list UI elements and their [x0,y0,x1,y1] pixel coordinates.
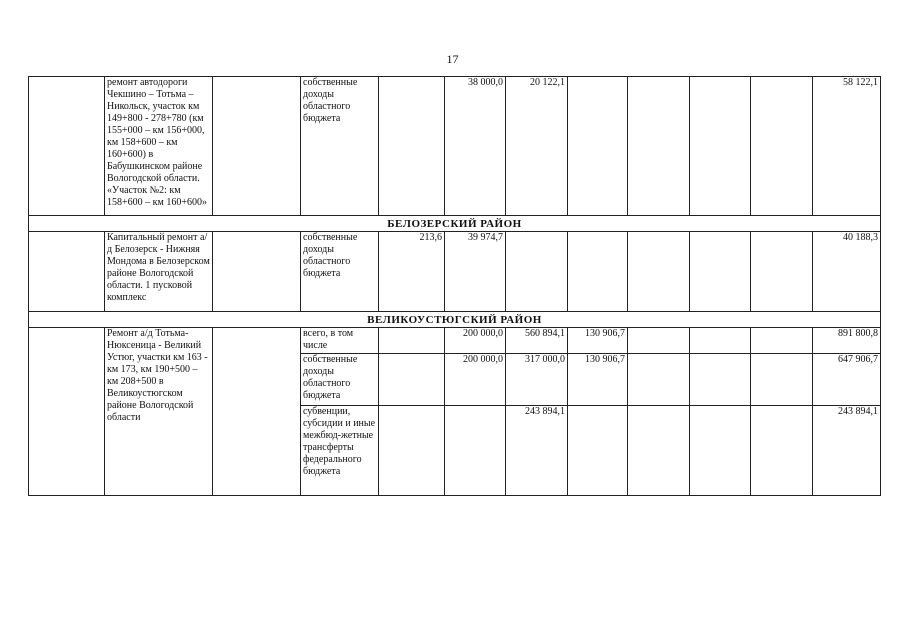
year6-cell [690,406,751,496]
funding-source-cell: собственные доходы областного бюджета [301,354,379,406]
year4-cell [568,232,628,312]
year6-cell [690,77,751,216]
year6-cell [690,328,751,354]
year7-cell [751,77,813,216]
empty-cell [213,328,301,496]
year1-cell [379,77,445,216]
year2-cell: 200 000,0 [445,328,506,354]
year1-cell [379,406,445,496]
funding-source-cell: собственные доходы областного бюджета [301,232,379,312]
total-cell: 891 800,8 [813,328,881,354]
year6-cell [690,232,751,312]
table-row [29,232,881,312]
year2-cell: 200 000,0 [445,354,506,406]
funding-source-cell: собственные доходы областного бюджета [301,77,379,216]
empty-cell [213,232,301,312]
total-cell: 243 894,1 [813,406,881,496]
object-name-cell: Капитальный ремонт а/д Белозерск - Нижняя Мондома в Белозерском районе Вологодской области. 1 пусковой комплекс [105,232,213,312]
year7-cell [751,406,813,496]
year7-cell [751,328,813,354]
year2-cell [445,406,506,496]
year5-cell [628,406,690,496]
object-name-cell: ремонт автодороги Чекшино – Тотьма – Никольск, участок км 149+800 - 278+780 (км 155+000 – км 156+000, км 158+600 – км 160+600) в Бабушкинском районе Вологодской области. «Участок №2: км 158+600 – км 160+600» [105,77,213,216]
total-cell: 58 122,1 [813,77,881,216]
year1-cell [379,354,445,406]
total-cell: 40 188,3 [813,232,881,312]
year5-cell [628,328,690,354]
cell-empty [29,232,105,312]
district-header-row [29,312,881,328]
table-row [29,77,881,216]
year2-cell: 38 000,0 [445,77,506,216]
year6-cell [690,354,751,406]
year3-cell: 560 894,1 [506,328,568,354]
district-title: БЕЛОЗЕРСКИЙ РАЙОН [29,216,881,232]
year1-cell [379,328,445,354]
year3-cell: 317 000,0 [506,354,568,406]
year3-cell: 20 122,1 [506,77,568,216]
year5-cell [628,77,690,216]
year3-cell: 243 894,1 [506,406,568,496]
year5-cell [628,354,690,406]
year7-cell [751,232,813,312]
year4-cell [568,406,628,496]
year4-cell: 130 906,7 [568,328,628,354]
cell-empty [29,77,105,216]
district-title: ВЕЛИКОУСТЮГСКИЙ РАЙОН [29,312,881,328]
year7-cell [751,354,813,406]
funding-source-cell: субвенции, субсидии и иные межбюд-жетные трансферты федерального бюджета [301,406,379,496]
year3-cell [506,232,568,312]
year4-cell [568,77,628,216]
empty-cell [213,77,301,216]
table-row [29,328,881,354]
cell-empty [29,328,105,496]
page-number: 17 [446,52,459,66]
year4-cell: 130 906,7 [568,354,628,406]
district-header-row [29,216,881,232]
object-name-cell: Ремонт а/д Тотьма-Нюксеница - Великий Устюг, участки км 163 - км 173, км 190+500 – км 208+500 в Великоустюгском районе Вологодской области [105,328,213,496]
total-cell: 647 906,7 [813,354,881,406]
year2-cell: 39 974,7 [445,232,506,312]
year5-cell [628,232,690,312]
year1-cell: 213,6 [379,232,445,312]
funding-source-cell: всего, в том числе [301,328,379,354]
budget-table [28,76,881,496]
